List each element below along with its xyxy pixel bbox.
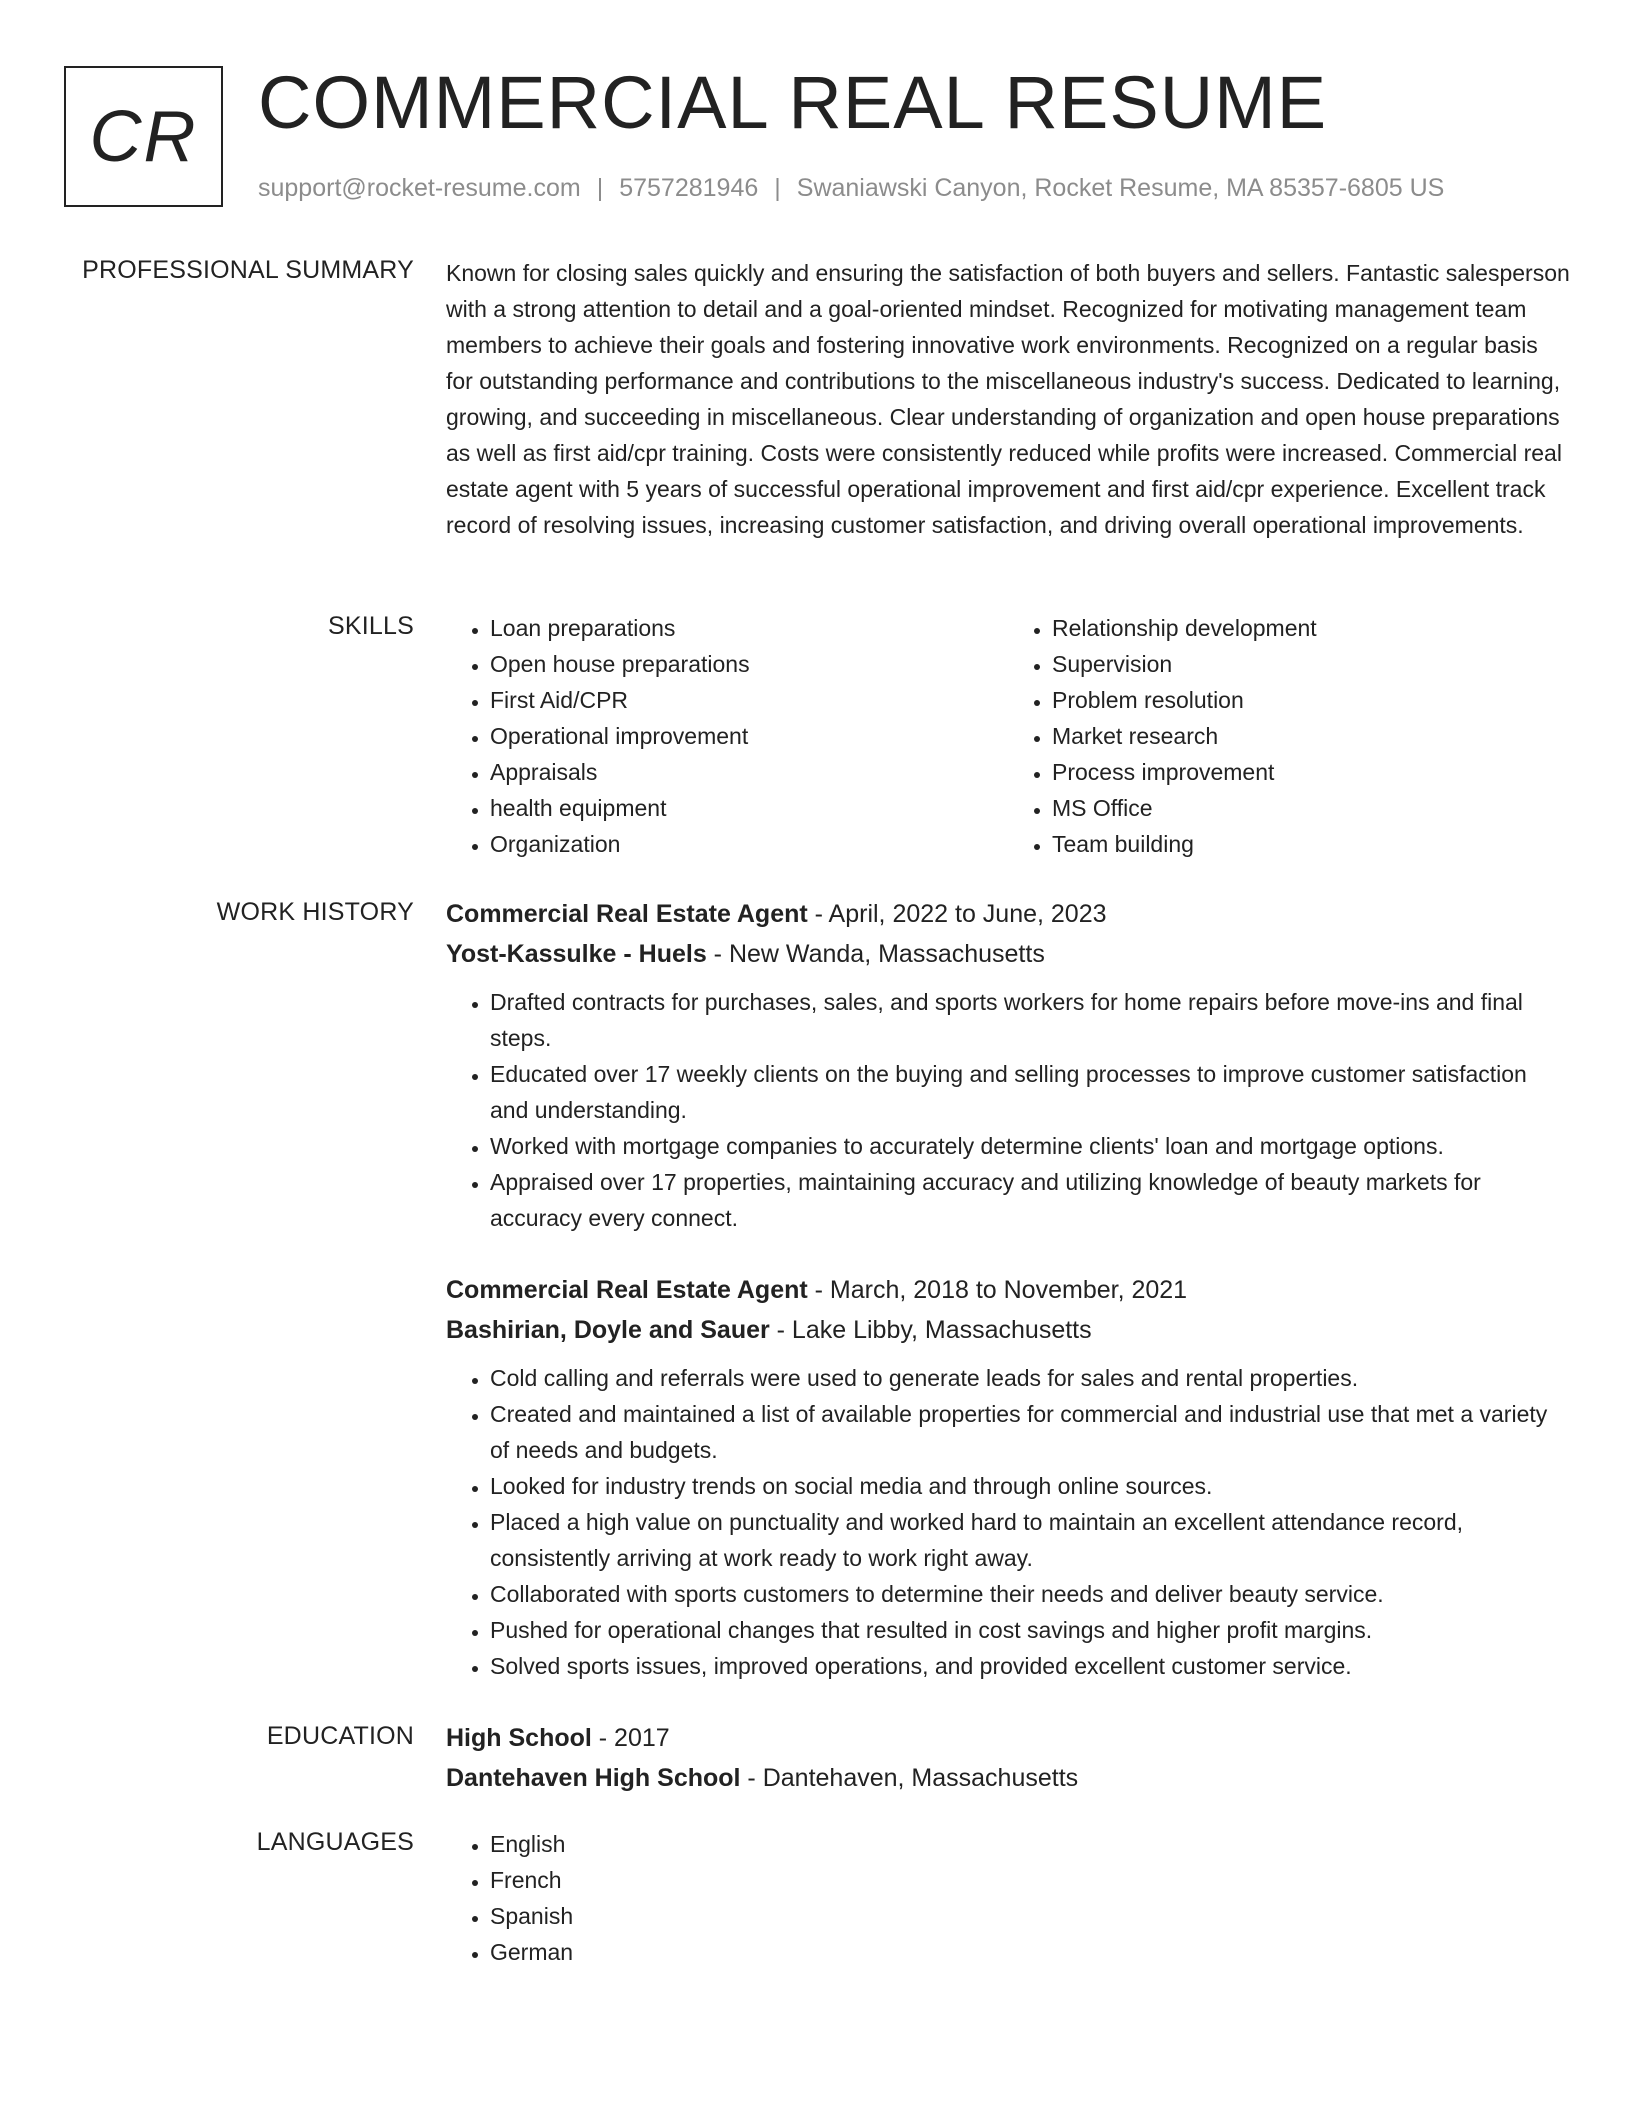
skills-heading: SKILLS [328,612,414,640]
contact-phone: 5757281946 [619,174,759,202]
job-bullet: • Worked with mortgage companies to accurately determine clients' loan and mortgage options. [490,1128,1570,1164]
job-dates: - April, 2022 to June, 2023 [807,900,1107,928]
job-bullet: • Collaborated with sports customers to determine their needs and deliver beauty service. [490,1576,1570,1612]
contact-separator: | [596,174,604,202]
language-item: • German [490,1934,1570,1970]
job-location: - Lake Libby, Massachusetts [769,1316,1092,1344]
language-item: • French [490,1862,1570,1898]
education-school-line [446,1758,1570,1798]
languages-list [446,1826,1570,1970]
job-entry [446,1270,1570,1684]
skill-item: • Team building [1052,826,1570,862]
education-heading: EDUCATION [266,1722,414,1750]
skill-item: • First Aid/CPR [490,682,1008,718]
skill-item: • Loan preparations [490,610,1008,646]
summary-text: Known for closing sales quickly and ensuring the satisfaction of both buyers and sellers. Fantastic salesperson with a strong attention to detail and a goal-oriented mindset. Recognized for motivating management team members to achieve their goals and fostering innovative work environments. Recognized on a regular basis for outstanding performance and contributions to the miscellaneous industry's success. Dedicated to learning, growing, and succeeding in miscellaneous. Clear understanding of organization and open house preparations as well as first aid/cpr training. Costs were consistently reduced while profits were increased. Commercial real estate agent with 5 years of successful operational improvement and first aid/cpr experience. Excellent track record of resolving issues, increasing customer satisfaction, and driving overall operational improvements. [446,260,1570,538]
contact-email: support@rocket-resume.com [258,174,581,202]
job-bullet: • Looked for industry trends on social media and through online sources. [490,1468,1570,1504]
work-history-heading: WORK HISTORY [216,898,414,926]
monogram-logo: CR [64,66,223,207]
skill-item: • Operational improvement [490,718,1008,754]
education-degree-line [446,1718,1570,1758]
skill-item: • Market research [1052,718,1570,754]
resume-title: COMMERCIAL REAL RESUME [258,61,1328,144]
contact-line [258,174,1444,203]
job-bullet: • Pushed for operational changes that resulted in cost savings and higher profit margins. [490,1612,1570,1648]
job-company: Bashirian, Doyle and Sauer [446,1316,770,1344]
job-company-line [446,934,1570,974]
contact-address: Swaniawski Canyon, Rocket Resume, MA 85357-6805 US [796,174,1445,202]
skill-item: • health equipment [490,790,1008,826]
skill-item: • Supervision [1052,646,1570,682]
skill-item: • Relationship development [1052,610,1570,646]
job-bullet: • Appraised over 17 properties, maintaining accuracy and utilizing knowledge of beauty markets for accuracy every connect. [490,1164,1570,1236]
summary-heading: PROFESSIONAL SUMMARY [82,256,414,284]
skill-item: • Open house preparations [490,646,1008,682]
language-item: • English [490,1826,1570,1862]
job-bullet-list [446,984,1570,1236]
job-bullet: • Cold calling and referrals were used to generate leads for sales and rental properties. [490,1360,1570,1396]
education-year: - 2017 [591,1724,670,1752]
job-title-line [446,1270,1570,1310]
skills-list-right [1008,610,1570,862]
education-degree: High School [446,1724,592,1752]
job-bullet: • Educated over 17 weekly clients on the buying and selling processes to improve customer satisfaction and understanding. [490,1056,1570,1128]
skill-item: • Appraisals [490,754,1008,790]
job-company: Yost-Kassulke - Huels [446,940,707,968]
job-bullet: • Placed a high value on punctuality and worked hard to maintain an excellent attendance record, consistently arriving at work ready to work right away. [490,1504,1570,1576]
contact-separator: | [774,174,781,202]
skill-item: • MS Office [1052,790,1570,826]
job-title: Commercial Real Estate Agent [446,900,808,928]
job-title: Commercial Real Estate Agent [446,1276,808,1304]
education-location: - Dantehaven, Massachusetts [740,1764,1079,1792]
job-bullet: • Drafted contracts for purchases, sales, and sports workers for home repairs before move-ins and final steps. [490,984,1570,1056]
skills-grid [446,610,1570,862]
job-title-line [446,894,1570,934]
skill-item: • Organization [490,826,1008,862]
job-bullet: • Created and maintained a list of available properties for commercial and industrial use that met a variety of needs and budgets. [490,1396,1570,1468]
job-location: - New Wanda, Massachusetts [706,940,1045,968]
job-company-line [446,1310,1570,1350]
education-school: Dantehaven High School [446,1764,741,1792]
job-bullet: • Solved sports issues, improved operations, and provided excellent customer service. [490,1648,1570,1684]
resume-header [64,61,1568,210]
skill-item: • Process improvement [1052,754,1570,790]
job-bullet-list [446,1360,1570,1684]
skill-item: • Problem resolution [1052,682,1570,718]
job-entry [446,894,1570,1236]
skills-list-left [446,610,1008,862]
language-item: • Spanish [490,1898,1570,1934]
job-dates: - March, 2018 to November, 2021 [807,1276,1188,1304]
languages-heading: LANGUAGES [256,1828,414,1856]
